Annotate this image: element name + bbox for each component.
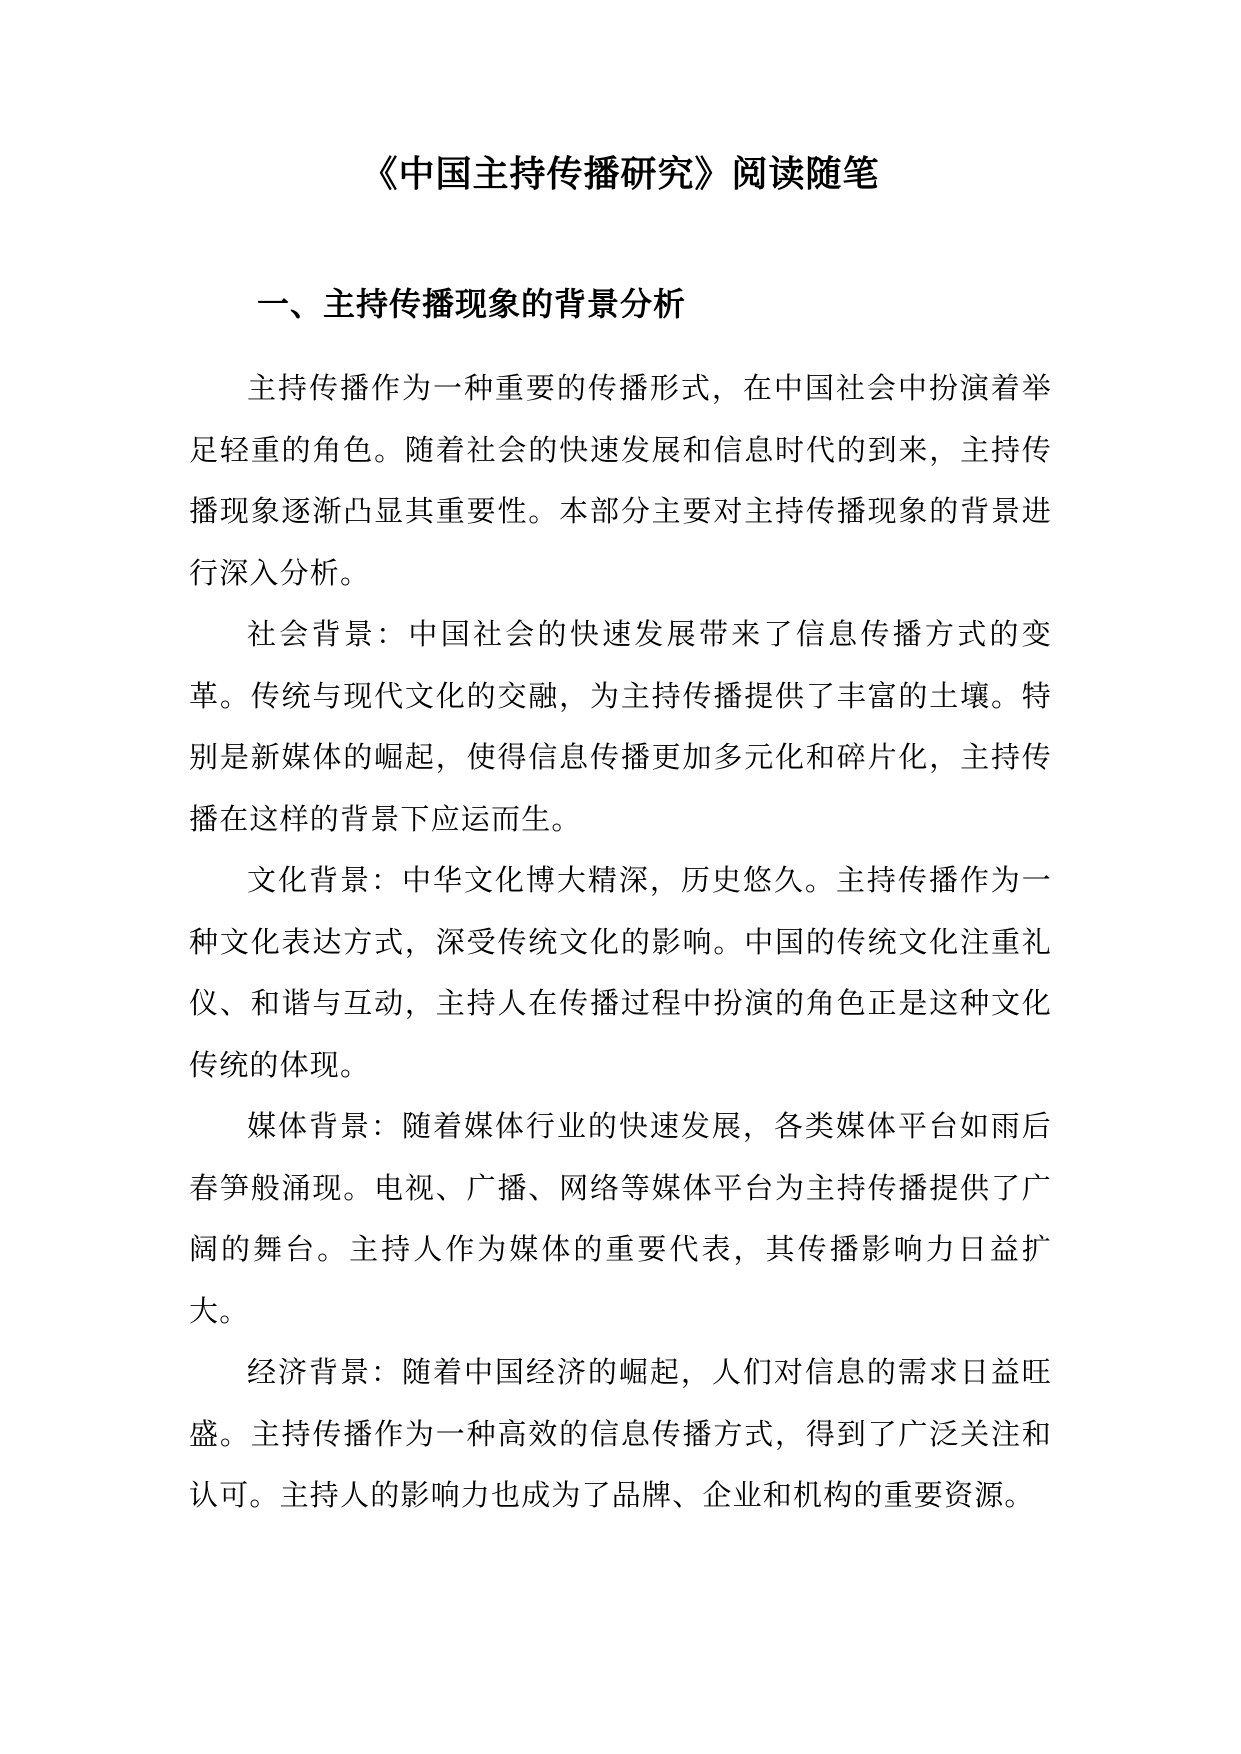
paragraph-economic-background: 经济背景：随着中国经济的崛起，人们对信息的需求日益旺盛。主持传播作为一种高效的信息传播方式，得到了广泛关注和认可。主持人的影响力也成为了品牌、企业和机构的重要资源。 [189,1355,1052,1512]
paragraph-cultural-background: 文化背景：中华文化博大精深，历史悠久。主持传播作为一种文化表达方式，深受传统文化的影响。中国的传统文化注重礼仪、和谐与互动，主持人在传播过程中扮演的角色正是这种文化传统的体现。 [189,863,1052,1082]
paragraph-intro: 主持传播作为一种重要的传播形式，在中国社会中扮演着举足轻重的角色。随着社会的快速发展和信息时代的到来，主持传播现象逐渐凸显其重要性。本部分主要对主持传播现象的背景进行深入分析。 [189,371,1052,590]
section-heading: 一、主持传播现象的背景分析 [257,285,687,323]
body-text [189,358,1052,1527]
document-title: 《中国主持传播研究》阅读随笔 [361,153,880,195]
paragraph-media-background: 媒体背景：随着媒体行业的快速发展，各类媒体平台如雨后春笋般涌现。电视、广播、网络等媒体平台为主持传播提供了广阔的舞台。主持人作为媒体的重要代表，其传播影响力日益扩大。 [189,1109,1052,1328]
paragraph-social-background: 社会背景：中国社会的快速发展带来了信息传播方式的变革。传统与现代文化的交融，为主持传播提供了丰富的土壤。特别是新媒体的崛起，使得信息传播更加多元化和碎片化，主持传播在这样的背景下应运而生。 [189,617,1052,836]
